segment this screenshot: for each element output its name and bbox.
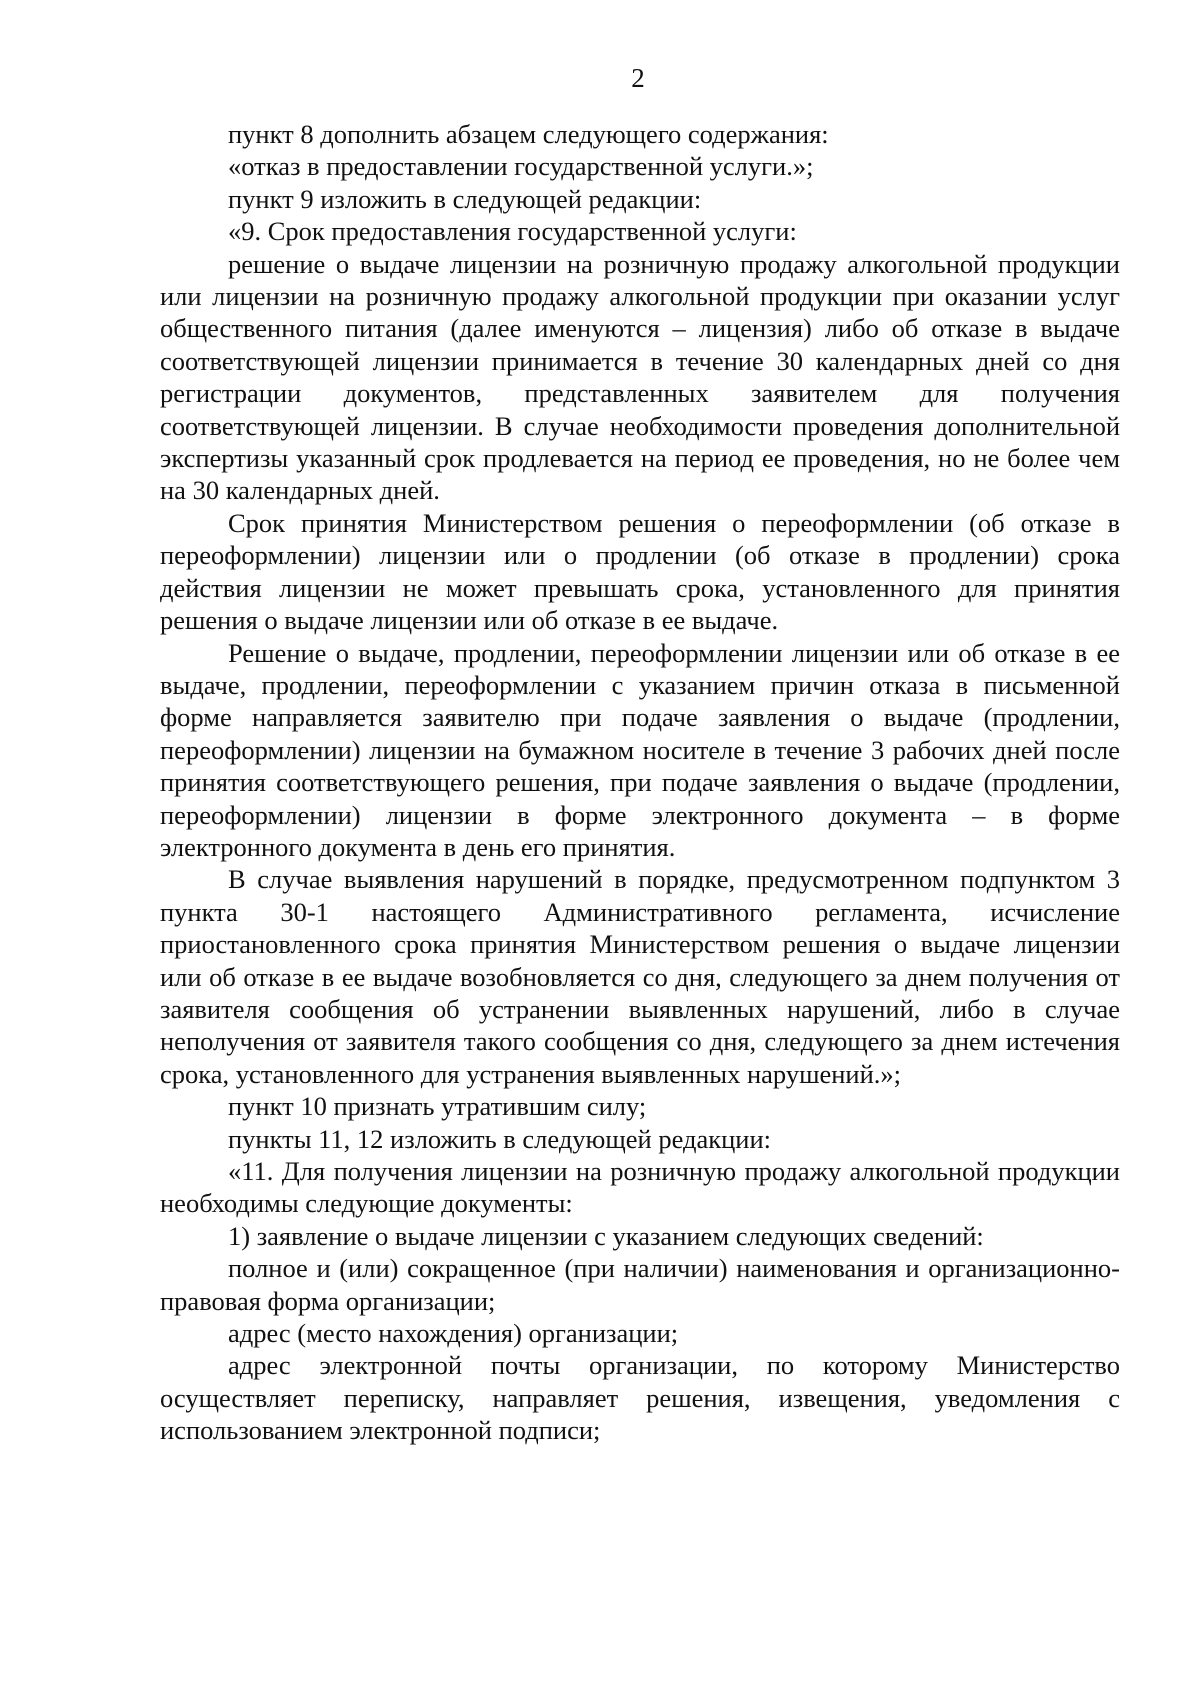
paragraph: адрес электронной почты организации, по которому Министерство осуществляет переписку, направляет решения, извещения, уведомления с использованием электронной подписи; [160, 1350, 1120, 1446]
paragraph: пункты 11, 12 изложить в следующей редакции: [228, 1123, 772, 1154]
paragraph: Срок принятия Министерством решения о переоформлении (об отказе в переоформлении) лицензии или о продлении (об отказе в продлении) срока действия лицензии не может превышать срока, установленного для принятия решения о выдаче лицензии или об отказе в ее выдаче. [160, 507, 1120, 636]
paragraph: «11. Для получения лицензии на розничную продажу алкогольной продукции необходимы следующие документы: [160, 1156, 1120, 1219]
paragraph: пункт 10 признать утратившим силу; [228, 1091, 647, 1122]
paragraph: 1) заявление о выдаче лицензии с указанием следующих сведений: [228, 1220, 984, 1251]
paragraph: пункт 9 изложить в следующей редакции: [228, 183, 702, 214]
paragraph: решение о выдаче лицензии на розничную продажу алкогольной продукции или лицензии на розничную продажу алкогольной продукции при оказании услуг общественного питания (далее именуются – лицензия) либо об отказе в выдаче соответствующей лицензии принимается в течение 30 календарных дней со дня регистрации документов, представленных заявителем для получения соответствующей лицензии. В случае необходимости проведения дополнительной экспертизы указанный срок продлевается на период ее проведения, но не более чем на 30 календарных дней. [160, 248, 1120, 506]
paragraph: «9. Срок предоставления государственной услуги: [228, 216, 797, 247]
paragraph: полное и (или) сокращенное (при наличии) наименования и организационно-правовая форма организации; [160, 1253, 1120, 1316]
page-number: 2 [631, 63, 645, 93]
paragraph: В случае выявления нарушений в порядке, предусмотренном подпунктом 3 пункта 30-1 настоящего Административного регламента, исчисление приостановленного срока принятия Министерством решения о выдаче лицензии или об отказе в ее выдаче возобновляется со дня, следующего за днем получения от заявителя сообщения об устранении выявленных нарушений, либо в случае неполучения от заявителя такого сообщения со дня, следующего за днем истечения срока, установленного для устранения выявленных нарушений.»; [160, 864, 1120, 1089]
paragraph: «отказ в предоставлении государственной услуги.»; [228, 151, 814, 182]
paragraph: адрес (место нахождения) организации; [228, 1318, 679, 1349]
paragraph: Решение о выдаче, продлении, переоформлении лицензии или об отказе в ее выдаче, продлении, переоформлении с указанием причин отказа в письменной форме направляется заявителю при подаче заявления о выдаче (продлении, переоформлении) лицензии на бумажном носителе в течение 3 рабочих дней после принятия соответствующего решения, при подаче заявления о выдаче (продлении, переоформлении) лицензии в форме электронного документа – в форме электронного документа в день его принятия. [160, 637, 1120, 862]
document-body [160, 118, 1120, 1447]
paragraph: пункт 8 дополнить абзацем следующего содержания: [228, 119, 829, 149]
